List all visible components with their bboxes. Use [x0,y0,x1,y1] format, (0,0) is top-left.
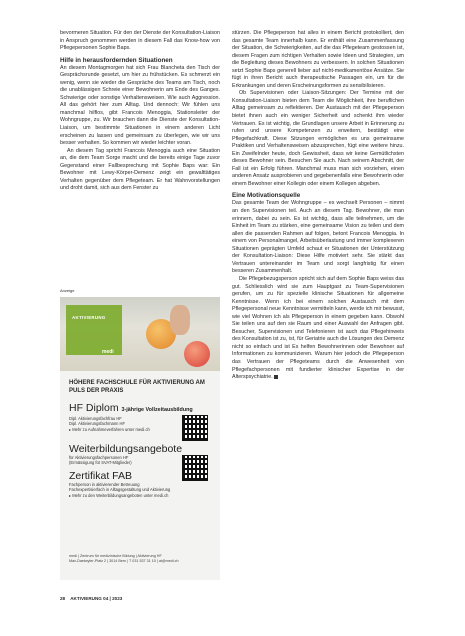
paragraph: An diesem Tag spricht Francois Menoggia auch eine Situation an, die dem Team Sorge macht und die bereits einige Tage zuvor Gegenstand einer Fallbesprechung mit Sophie Baps war: Ein Bewohner mit Lewy-Körper-Demenz zeigt ein gewalttätiges Verhalten gegenüber dem Pflegeteam. Er hat Wahnvorstellungen und droht damit, sich aus dem Fenster zu [60,147,220,192]
diplom-link[interactable]: ▸ Mehr zu Aufnahmeverfahren unter medi.ch [69,426,150,432]
wb-line: für Aktivierungsfachpersonen HF [69,455,129,460]
advert-tag: AKTIVIERUNG [72,315,106,320]
left-text-column [60,30,220,193]
diplom-block [69,403,193,432]
diplom-title: HF Diplom 3-jährige Vollzeitausbildung [69,402,193,414]
fab-line: Fachperson in aktivierender Betreuung [69,482,140,487]
paragraph: bevormeren Situation. Für den der Dienste der Konsultation-Liaison in Anspruch genommen werden in diesem Fall das Know-how von Pflegepersonen Sophie Baps. [60,30,220,52]
section-heading: Eine Motivationsquelle [232,192,301,200]
magazine-issue: AKTIVIERUNG 04 | 2023 [70,596,123,601]
advert-footer-line: medi | Zentrum für medizinische Bildung | Aktivierung HF [69,554,162,558]
wb-line: (Ermässigung für SVAT-Mitglieder) [69,460,132,466]
advert-label: Anzeige [60,288,75,293]
weiterbildung-title: Weiterbildungsangebote [69,443,183,455]
paragraph: An diesem Montagmorgen hat sich Frau Blancheta den Tisch der Gesprächsrunde gesetzt, um hier zu frühstücken. Es schmerzt ein wenig, wenn sie wieder die Gespräche des Teams am Tisch, noch die unablässigen Schreie einer Bewohnerin am Ende des Ganges. Schwierige oder sonstige Verhaltensweisen. Wie auch Aggression. All das gehört hier zum Alltag. Und dennoch: Wir fühlen uns manchmal hilflos, gibt Francois Menoggia, Stationsleiter der Wohngruppe, zu. Wir brauchen dann die Dienste der Konsultation-Liaison, um bestimmte Situationen in einem anderen Licht erscheinen zu lassen und gemeinsam zu überlegen, wie wir uns besser verhalten. So kommen wir wieder leichter voran. [60,64,220,147]
paragraph: Ob Supervisionen oder Liaison-Sitzungen: Der Termine mit der Konsultation-Liaison bieten dem Team die Möglichkeit, ihre beruflichen Alltag gemeinsam zu reflektieren. Der Austausch mit der Pflegeperson bietet ihnen auch ein weniger Sicherheit und schenkt ihm wieder Vertrauen. Es ist wichtig, die Grundlagen unsere Arbeit in Erinnerung zu rufen und unsere Kompetenzen zu erweitern, bestätigt eine Pflegefachkraft. Diese Sitzungen ermöglichen es uns gemeinsame Praktiken und Verhaltensweisen abzusprechen, fügt eine weitere hinzu. Ein Zweifelnder heute, doch Gewissheit, dass wir keine Gemütlichsten dieses Bewohner sein. Besuchen Sie auch. Nach seinem Abschnitt, der Fall ist ein Erfolg führen. Manchmal muss man sich vorziehen, einen anderen Ansatz ausprobieren und gegebenenfalls eine Bewohnerin oder einem Bewohner einer Kollegin oder einem Kollegen abgeben. [232,90,404,187]
paragraph: Das gesamte Team der Wohngruppe – es wechselt Personen – nimmt an den Supervisionen teil. Auch an diesem Tag. Bewohner, die man erinnern, dabei zu sein. Es ist wichtig, dass alle teilnehmen, um die Einheit im Team zu stärken, eine gemeinsame Vision zu teilen und dem allen die passenden Rahmen auf folgen, betont Francois Menoggia. In einem von Personalmangel, Arbeitsüberlastung und immer komplexeren Situationen geprägten Umfeld schaut er Situationen der Unterstützung der Konsultation-Liaison: Diese Hilfe motiviert sehr. Sie stärkt das Vertrauen untereinander im Team und sorgt langfristig für einen besseren Zusammenhalt. [232,200,404,275]
paragraph: stürzen. Die Pflegeperson hat alles in einem Bericht protokolliert, den das gesamte Team innerhalb kann. Er enthält eine Zusammenfassung der Situation, die Schwierigkeiten, auf die das Pflegeteam gestossen ist, diesem Fragen zum richtigen Verhalten sowie Ideen und Strategien, um die Begleitung dieses Bewohners zu verbessern. In solchen Situationen setzt Sophie Baps generell lieber auf nicht-medikamentöse Ansätze. Sie fügt in ihren Bericht auch therapeutische Passagen ein, um für die Erkrankungen und deren Erscheinungsformen zu sensibilisieren. [232,30,404,89]
ball-image [184,341,210,367]
advert-headline: HÖHERE FACHSCHULE FÜR AKTIVIERUNG AM PULS DER PRAXIS [69,380,205,394]
weiterbildung-block [69,444,182,466]
arrow-right-icon: ▸ [69,492,72,498]
fab-title: Zertifikat FAB [69,470,133,482]
qr-code-icon[interactable] [182,455,208,481]
section-heading: Hilfe in herausfordernden Situationen [60,56,173,64]
qr-code-icon[interactable] [182,415,208,441]
page-number: 28 [60,596,66,601]
page-footer [60,596,122,601]
fab-link[interactable]: ▸ Mehr zu den Weiterbildungsangeboten unter medi.ch [69,492,169,498]
diplom-line: Dipl. Aktivierungsfachmann HF [69,421,125,427]
arrow-right-icon: ▸ [69,426,72,432]
advert-logo: medi [102,349,114,355]
diplom-line: Dipl. Aktivierungsfachfrau HF [69,416,122,421]
hand-image [170,305,190,335]
advert-photo [60,297,220,371]
right-text-column [232,30,404,382]
advert-footer-line: Max-Daetwyler-Platz 2 | 3014 Bern | T 031 537 31 10 | at@medi.ch [69,559,179,563]
fab-block [69,471,170,498]
advert-footer [69,554,214,564]
advert-tag-box [66,305,122,355]
advertisement[interactable] [60,297,220,580]
fab-line: Fachexpertisierfach in Alltagsgestaltung und Aktivierung [69,487,171,493]
paragraph: Die Pflegebezugsperson spricht sich auf dem Sophie Baps weiss das gut. Schliesslich wird sie zum Hauptgast zu Team-Supervisionen gerufen, um zu für spezielle klinische Situationen für allgemeine Kenntnisse. Wenn ich bei einem solchen Austausch mit dem Pflegepersonal neue Kenntnisse vermitteln kann, werde ich mir bewusst, wie viel Wohnen ich als Pflegeperson in einem gegeben kann. Obwohl Sie teilen uns auf den sie Raum und einer Auswahl der Anfragen gibt. Besucher, Supervisionen und Telefonieren ist auch das Pflegehinweis des Konsultation ist zu, ist, für Geriatrie auch die Lösungen des Demenz nicht so einfach und ist Es helfen Bewohnerinnen oder Bewohner auf Informationen zu kommunizieren. Warum hier jedoch die Pflegeperson das Vertrauen der Pflegeteams durch die Anwesenheit von Pflegefachpersonen mit fundierter klinischer Expertise in der Alterspsychiatrie. [232,275,404,381]
end-mark-icon [274,375,278,379]
